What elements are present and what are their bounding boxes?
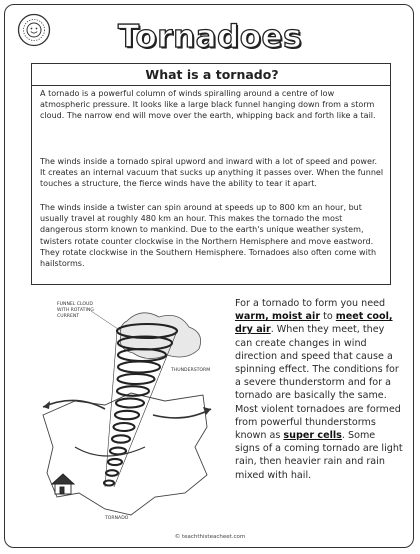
info-box-heading: What is a tornado? xyxy=(145,67,279,82)
heading-divider xyxy=(32,85,390,86)
worksheet-page xyxy=(4,4,414,548)
side-text-2: to xyxy=(320,311,336,323)
paragraph-speed: The winds inside a twister can spin around at speeds up to 800 km an hour, but usually travel at roughly 480 km an hour. This makes the tornado the most dangerous storm known to mankind. Due to the earth's unique weather system, twisters rotate counter clockwise in the Northern Hemisphere and move eastword. They rotate clockwise in the Southern Hemisphere. Tornadoes also often come with hailstorms. xyxy=(40,203,377,269)
info-box xyxy=(31,63,391,285)
label-thunderstorm: THUNDERSTORM xyxy=(171,368,211,373)
wind-arrow-east xyxy=(153,409,211,418)
formation-paragraph xyxy=(235,297,403,482)
side-text-4: . Some signs of a coming tornado are light rain, then heavier rain and rain mixed with hail. xyxy=(235,430,403,481)
paragraph-definition: A tornado is a powerful column of winds spiralling around a centre of low atmospheric pressure. It looks like a large black funnel hanging down from a storm cloud. The narrow end will move over the earth, whipping back and forth like a tail. xyxy=(40,89,376,121)
highlight-warm-moist-air: warm, moist air xyxy=(235,311,321,323)
label-tornado: TORNADO xyxy=(105,516,129,521)
paragraph-winds: The winds inside a tornado spiral upword and inward with a lot of speed and power. It creates an internal vacuum that sucks up anything it passes over. When the funnel touches a structure, the fierce winds have the ability to tear it apart. xyxy=(40,157,384,189)
wind-arrowhead-west xyxy=(43,401,50,409)
page-title: Tornadoes xyxy=(117,19,303,55)
house-icon xyxy=(52,474,74,494)
wind-arrowhead-east xyxy=(203,407,211,415)
funnel-cloud-pointer xyxy=(91,311,121,331)
footer-credit: © teachthisteacheet.com xyxy=(174,534,246,540)
label-funnel-cloud: FUNNEL CLOUD WITH ROTATING CURRENT xyxy=(57,302,94,319)
tornado-diagram xyxy=(35,297,221,527)
highlight-super-cells: super cells xyxy=(283,430,342,442)
side-text-1: For a tornado to form you need xyxy=(235,298,386,309)
side-text-3: . When they meet, they can create changes in wind direction and speed that cause a spinning effect. The conditions for a severe thunderstorm and for a tornado are basically the same. Most violent tornadoes are formed from powerful thunderstorms known as xyxy=(235,324,401,442)
highlight-cool-dry-air: meet cool, dry air xyxy=(235,311,393,336)
